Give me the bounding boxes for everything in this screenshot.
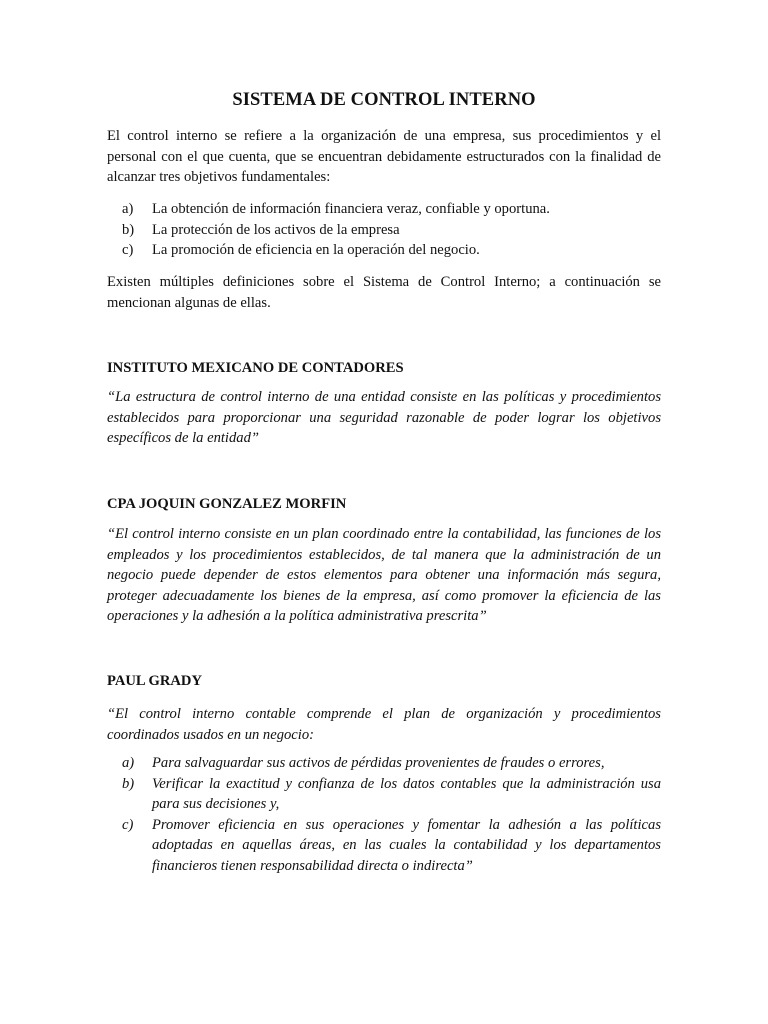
- list-item: [107, 240, 661, 261]
- list-item-text: La promoción de eficiencia en la operación del negocio.: [152, 242, 480, 258]
- objectives-list: [107, 199, 661, 261]
- list-marker: c): [122, 816, 134, 833]
- list-item: [107, 753, 661, 774]
- list-item-text: La obtención de información financiera veraz, confiable y oportuna.: [152, 201, 550, 217]
- list-marker: a): [122, 201, 134, 217]
- section-heading: CPA JOQUIN GONZALEZ MORFIN: [107, 496, 347, 512]
- section-heading: INSTITUTO MEXICANO DE CONTADORES: [107, 360, 404, 376]
- section-heading: PAUL GRADY: [107, 673, 202, 689]
- list-item-text: Verificar la exactitud y confianza de los datos contables que la administración usa para sus decisiones y,: [152, 775, 661, 812]
- document-title: SISTEMA DE CONTROL INTERNO: [232, 90, 536, 110]
- list-marker: a): [122, 755, 135, 771]
- list-item: [107, 220, 661, 241]
- list-marker: c): [122, 242, 134, 258]
- section-quote: “El control interno consiste en un plan coordinado entre la contabilidad, las funciones de los empleados y los procedimientos establecidos, de tal manera que la administración de un negocio puede depender de estos elementos para obtener una información más segura, proteger adecuadamente los bienes de la empresa, así como promover la eficiencia de las operaciones y la adhesión a la política administrativa prescrita”: [107, 526, 661, 624]
- section-quote: “El control interno contable comprende el plan de organización y procedimientos coordinados usados en un negocio:: [107, 706, 661, 743]
- list-item-text: Para salvaguardar sus activos de pérdidas provenientes de fraudes o errores,: [152, 755, 605, 771]
- list-item: [107, 199, 661, 220]
- grady-items-list: [107, 753, 661, 876]
- list-item: [107, 774, 661, 815]
- list-marker: b): [122, 775, 135, 792]
- list-item: [107, 815, 661, 877]
- definitions-intro-paragraph: Existen múltiples definiciones sobre el Sistema de Control Interno; a continuación se mencionan algunas de ellas.: [107, 274, 661, 311]
- list-item-text: La protección de los activos de la empresa: [152, 221, 400, 238]
- intro-paragraph: El control interno se refiere a la organización de una empresa, sus procedimientos y el personal con el que cuenta, que se encuentran debidamente estructurados con la finalidad de alcanzar tres objetivos fundamentales:: [107, 128, 661, 185]
- list-marker: b): [122, 221, 135, 238]
- list-item-text: Promover eficiencia en sus operaciones y fomentar la adhesión a las políticas adoptadas en aquellas áreas, en las cuales la contabilidad y los departamentos financieros tienen responsabilidad directa o indirecta”: [152, 816, 661, 874]
- section-quote: “La estructura de control interno de una entidad consiste en las políticas y procedimientos establecidos para proporcionar una seguridad razonable de poder lograr los objetivos específicos de la entidad”: [107, 389, 661, 446]
